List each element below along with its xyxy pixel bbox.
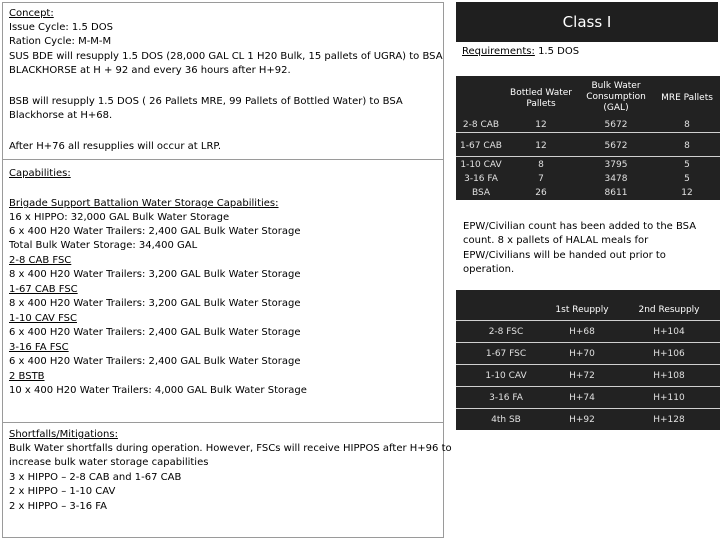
capability-line: 6 x 400 H20 Water Trailers: 2,400 GAL Bulk Water Storage — [9, 226, 301, 237]
section-divider — [3, 422, 443, 423]
shortfall-line1: Bulk Water shortfalls during operation. However, FSCs will receive HIPPOS after H+96 to — [9, 443, 452, 454]
bsb-capabilities-heading: Brigade Support Battalion Water Storage Capabilities: — [9, 198, 279, 209]
table-cell: 12 — [535, 141, 547, 151]
ration-cycle: Ration Cycle: M-M-M — [9, 36, 112, 47]
shortfall-line2: increase bulk water storage capabilities — [9, 457, 209, 468]
section-divider — [3, 159, 443, 160]
table-cell: 5672 — [604, 120, 628, 130]
table-cell: 5672 — [604, 141, 628, 151]
table-cell: H+108 — [653, 371, 685, 381]
table-row-divider — [456, 132, 720, 133]
table-row — [456, 386, 720, 408]
fsc-name: 1-10 CAV FSC — [9, 313, 77, 324]
table-cell: H+74 — [569, 393, 595, 403]
table-cell: 5 — [684, 174, 690, 184]
capabilities-heading: Capabilities: — [9, 168, 71, 179]
table-cell: 2-8 CAB — [462, 120, 500, 130]
table-row-divider — [456, 156, 720, 157]
class-i-requirements-table — [456, 76, 720, 200]
table-cell: 4th SB — [491, 415, 521, 425]
mitigation-line: 2 x HIPPO – 3-16 FA — [9, 501, 107, 512]
fsc-capability: 6 x 400 H20 Water Trailers: 2,400 GAL Bulk Water Storage — [9, 327, 301, 338]
resupply-schedule-table — [456, 290, 720, 430]
table-cell: 8 — [538, 160, 544, 170]
sus-resupply-line2: BLACKHORSE at H + 92 and every 36 hours after H+92. — [9, 65, 291, 76]
table-row — [456, 364, 720, 386]
table-cell: 2-8 FSC — [488, 327, 524, 337]
table-header-cell: MRE Pallets — [661, 93, 713, 103]
table-cell: H+68 — [569, 327, 595, 337]
table-header-cell: 1st Reupply — [555, 305, 609, 315]
table-cell: 12 — [681, 188, 693, 198]
epw-civilian-note: EPW/Civilian count has been added to the BSA count. 8 x pallets of HALAL meals for EPW/Civilians will be handed out prior to operation. — [463, 221, 697, 276]
table-row — [456, 342, 720, 364]
table-header-cell: Bulk Water Consumption (GAL) — [586, 81, 646, 113]
table-cell: 8 — [684, 120, 690, 130]
table-cell: 7 — [538, 174, 544, 184]
table-cell: 8 — [684, 141, 690, 151]
table-cell: 1-10 CAV — [460, 160, 502, 170]
concept-panel — [2, 2, 452, 538]
fsc-name: 2 BSTB — [9, 371, 45, 382]
table-cell: 3-16 FA — [489, 393, 523, 403]
sus-resupply-line1: SUS BDE will resupply 1.5 DOS (28,000 GAL CL 1 H20 Bulk, 15 pallets of UGRA) to BSA — [9, 51, 443, 62]
table-cell: 1-67 FSC — [485, 349, 527, 359]
table-cell: BSA — [471, 188, 491, 198]
capability-line: Total Bulk Water Storage: 34,400 GAL — [9, 240, 198, 251]
table-row — [456, 320, 720, 342]
after-resupply-line: After H+76 all resupplies will occur at LRP. — [9, 141, 222, 152]
fsc-capability: 8 x 400 H20 Water Trailers: 3,200 GAL Bulk Water Storage — [9, 298, 301, 309]
fsc-name: 2-8 CAB FSC — [9, 255, 72, 266]
fsc-capability: 10 x 400 H20 Water Trailers: 4,000 GAL Bulk Water Storage — [9, 385, 307, 396]
table-cell: H+110 — [653, 393, 685, 403]
requirements-value: 1.5 DOS — [534, 46, 580, 57]
table-cell: 12 — [535, 120, 547, 130]
capability-line: 16 x HIPPO: 32,000 GAL Bulk Water Storage — [9, 212, 230, 223]
fsc-name: 1-67 CAB FSC — [9, 284, 78, 295]
issue-cycle: Issue Cycle: 1.5 DOS — [9, 22, 113, 33]
table-cell: H+128 — [653, 415, 685, 425]
table-cell: 1-10 CAV — [485, 371, 527, 381]
concept-heading: Concept: — [9, 8, 54, 19]
fsc-capability: 6 x 400 H20 Water Trailers: 2,400 GAL Bulk Water Storage — [9, 356, 301, 367]
table-header-cell: 2nd Resupply — [638, 305, 700, 315]
table-cell: 5 — [684, 160, 690, 170]
bsb-resupply-line2: Blackhorse at H+68. — [9, 110, 113, 121]
bsb-resupply-line1: BSB will resupply 1.5 DOS ( 26 Pallets MRE, 99 Pallets of Bottled Water) to BSA — [9, 96, 403, 107]
table-cell: H+104 — [653, 327, 685, 337]
table-cell: 8611 — [604, 188, 628, 198]
fsc-name: 3-16 FA FSC — [9, 342, 69, 353]
shortfalls-heading: Shortfalls/Mitigations: — [9, 429, 118, 440]
table-cell: H+92 — [569, 415, 595, 425]
class-title: Class I — [456, 2, 718, 42]
requirements — [462, 46, 579, 57]
table-cell: 3-16 FA — [464, 174, 498, 184]
mitigation-line: 2 x HIPPO – 1-10 CAV — [9, 486, 116, 497]
table-row — [456, 408, 720, 430]
table-cell: H+70 — [569, 349, 595, 359]
mitigation-line: 3 x HIPPO – 2-8 CAB and 1-67 CAB — [9, 472, 182, 483]
table-cell: H+106 — [653, 349, 685, 359]
table-cell: 3478 — [604, 174, 628, 184]
table-cell: 3795 — [604, 160, 628, 170]
table-header-cell: Bottled Water Pallets — [510, 88, 572, 109]
table-cell: 1-67 CAB — [460, 141, 502, 151]
fsc-capability: 8 x 400 H20 Water Trailers: 3,200 GAL Bulk Water Storage — [9, 269, 301, 280]
requirements-label: Requirements: — [462, 46, 535, 57]
table-cell: H+72 — [569, 371, 595, 381]
table-cell: 26 — [535, 188, 547, 198]
